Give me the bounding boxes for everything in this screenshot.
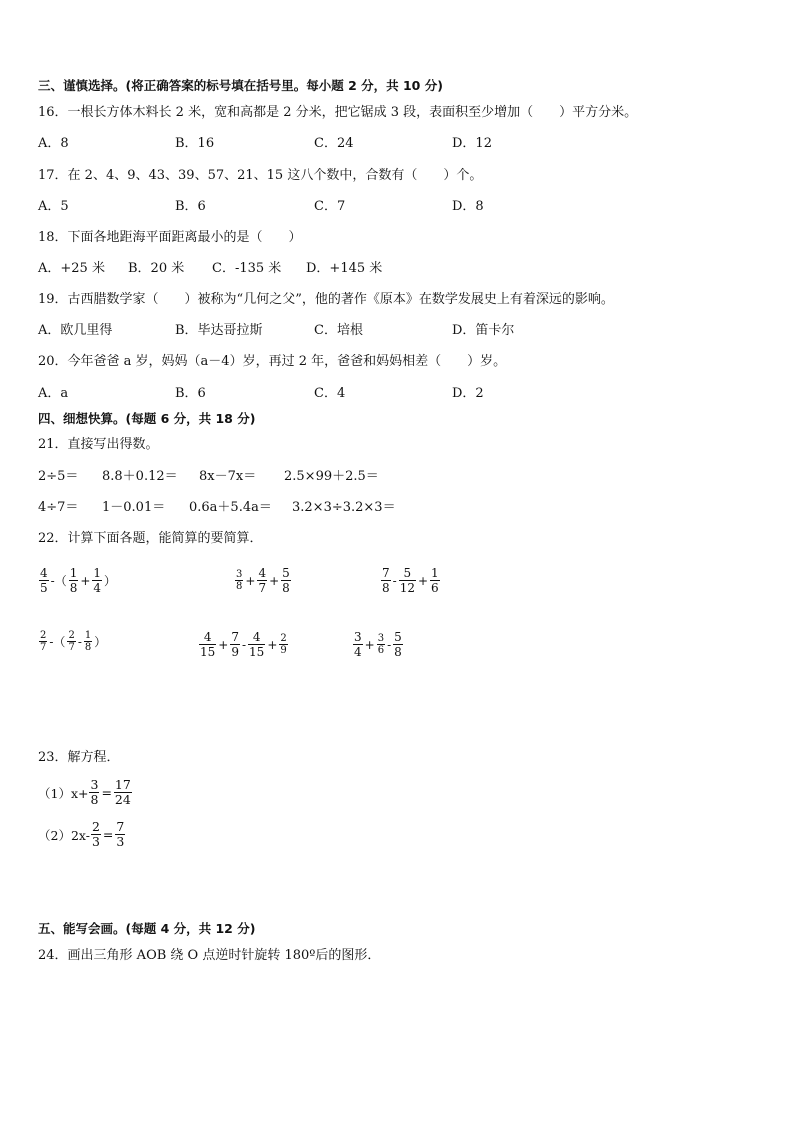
expression-3: $\frac{7}{8}$ - $\frac{5}{12}$ + $\frac{1}{6}$	[382, 566, 439, 595]
option-c[interactable]: C．24	[314, 136, 354, 151]
question-19-options	[38, 323, 758, 339]
calc-item: 4÷7＝	[38, 500, 79, 515]
calc-item: 8.8＋0.12＝	[102, 469, 178, 484]
option-d[interactable]: D．笛卡尔	[452, 323, 515, 338]
section-4-title: 四、细想快算。(每题 6 分，共 18 分)	[38, 411, 256, 426]
calc-item: 2.5×99＋2.5＝	[284, 469, 379, 484]
equation-2: （2）2x- $\frac{2}{3}$ = $\frac{7}{3}$	[38, 819, 125, 849]
question-20-stem: 20．今年爸爸 a 岁，妈妈（a－4）岁，再过 2 年，爸爸和妈妈相差（ ）岁。	[38, 354, 507, 369]
calc-item: 3.2×3÷3.2×3＝	[292, 500, 396, 515]
question-19-stem: 19．古西腊数学家（ ）被称为“几何之父”，他的著作《原本》在数学发展史上有着深远的影响。	[38, 292, 614, 307]
option-a[interactable]: A．8	[38, 136, 69, 151]
question-16-options	[38, 136, 758, 152]
option-b[interactable]: B．6	[175, 386, 206, 401]
equation-1: （1）x+ $\frac{3}{8}$ = $\frac{17}{24}$	[38, 777, 131, 807]
option-a[interactable]: A．a	[38, 386, 69, 401]
section-5-title: 五、能写会画。(每题 4 分，共 12 分)	[38, 921, 256, 936]
expression-4: $\frac{2}{7}$ -（ $\frac{2}{7}$ - $\frac{1}{8}$ ）	[40, 630, 107, 653]
question-17-stem: 17．在 2、4、9、43、39、57、21、15 这八个数中，合数有（ ）个。	[38, 168, 483, 183]
option-d[interactable]: D．+145 米	[306, 261, 383, 276]
calc-item: 2÷5＝	[38, 469, 79, 484]
option-c[interactable]: C．培根	[314, 323, 363, 338]
option-b[interactable]: B．6	[175, 199, 206, 214]
option-d[interactable]: D．8	[452, 199, 484, 214]
question-17-options	[38, 199, 758, 215]
question-18-stem: 18．下面各地距海平面距离最小的是（ ）	[38, 230, 302, 245]
option-a[interactable]: A．欧几里得	[38, 323, 113, 338]
option-d[interactable]: D．2	[452, 386, 484, 401]
expression-2: $\frac{3}{8}$ + $\frac{4}{7}$ + $\frac{5}{8}$	[236, 566, 290, 595]
expression-1: $\frac{4}{5}$ -（ $\frac{1}{8}$ + $\frac{1}{4}$ ）	[40, 566, 117, 595]
question-20-options	[38, 386, 758, 402]
question-23-stem: 23．解方程．	[38, 750, 120, 765]
option-b[interactable]: B．毕达哥拉斯	[175, 323, 263, 338]
expression-6: $\frac{3}{4}$ + $\frac{3}{6}$ - $\frac{5}{8}$	[354, 630, 402, 659]
option-c[interactable]: C．4	[314, 386, 346, 401]
option-b[interactable]: B．16	[175, 136, 215, 151]
section-3-title: 三、谨慎选择。(将正确答案的标号填在括号里。每小题 2 分，共 10 分)	[38, 78, 443, 93]
question-21-stem: 21．直接写出得数。	[38, 437, 159, 452]
question-24-stem: 24．画出三角形 AOB 绕 O 点逆时针旋转 180º后的图形．	[38, 948, 381, 963]
option-c[interactable]: C．-135 米	[212, 261, 282, 276]
question-18-options	[38, 261, 758, 277]
option-a[interactable]: A．5	[38, 199, 69, 214]
option-a[interactable]: A．+25 米	[38, 261, 105, 276]
expression-5: $\frac{4}{15}$ + $\frac{7}{9}$ - $\frac{4}{15}$ + $\frac{2}{9}$	[200, 630, 287, 659]
option-d[interactable]: D．12	[452, 136, 492, 151]
question-22-stem: 22．计算下面各题，能简算的要简算．	[38, 531, 263, 546]
calc-item: 1－0.01＝	[102, 500, 166, 515]
calc-item: 0.6a＋5.4a＝	[189, 500, 272, 515]
calc-item: 8x－7x＝	[199, 469, 257, 484]
option-b[interactable]: B．20 米	[128, 261, 185, 276]
option-c[interactable]: C．7	[314, 199, 346, 214]
question-16-stem: 16．一根长方体木料长 2 米，宽和高都是 2 分米，把它锯成 3 段，表面积至少增加（ ）平方分米。	[38, 105, 638, 120]
